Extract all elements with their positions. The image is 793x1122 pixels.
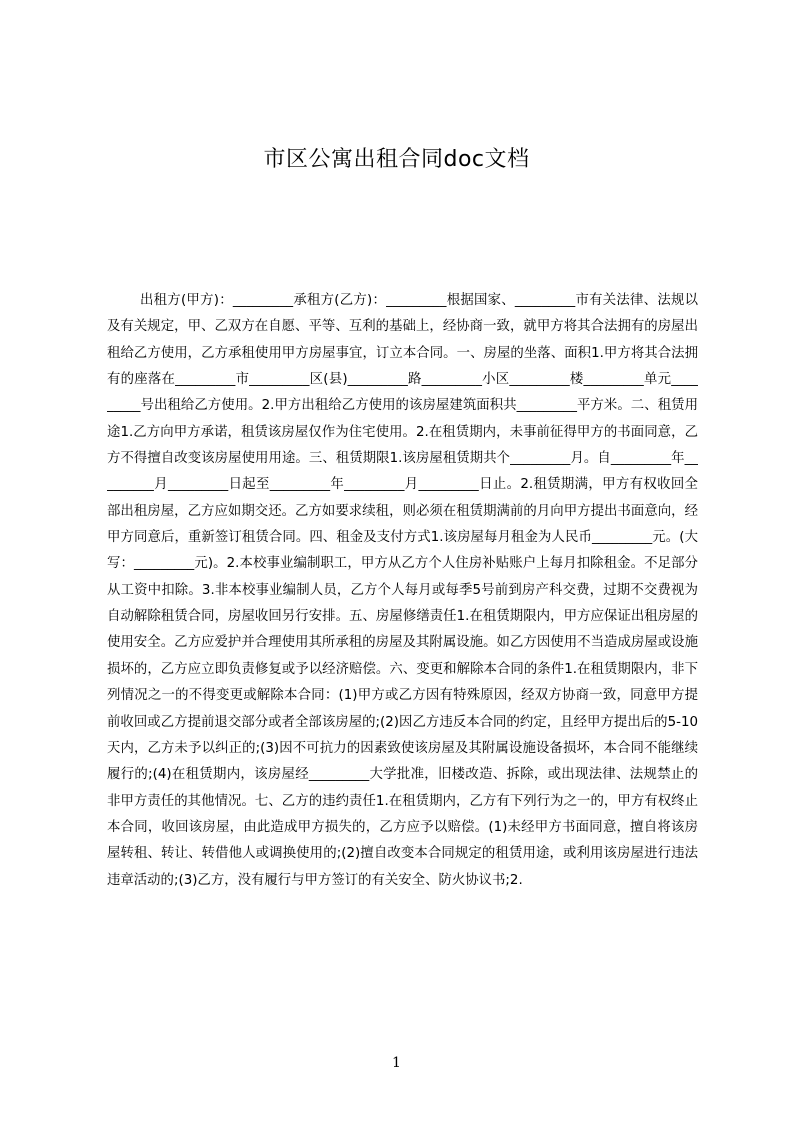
page-number: 1 xyxy=(392,1055,401,1071)
contract-body-text: 出租方(甲方)：_________承租方(乙方)：_________根据国家、_________市有关法律、法规以及有关规定，甲、乙双方在自愿、平等、互利的基础上，经协商一致，就甲方将其合法拥有的房屋出租给乙方使用，乙方承租使用甲方房屋事宜，订立本合同。一、房屋的坐落、面积1.甲方将其合法拥有的座落在_________市_________区(县)_________路_________小区_________楼_________单元_________号出租给乙方使用。2.甲方出租给乙方使用的该房屋建筑面积共_________平方米。二、租赁用途1.乙方向甲方承诺，租赁该房屋仅作为住宅使用。2.在租赁期内，未事前征得甲方的书面同意，乙方不得擅自改变该房屋使用用途。三、租赁期限1.该房屋租赁期共个_________月。自_________年_________月_________日起至_________年_________月_________日止。2.租赁期满，甲方有权收回全部出租房屋，乙方应如期交还。乙方如要求续租，则必须在租赁期满前的月向甲方提出书面意向，经甲方同意后，重新签订租赁合同。四、租金及支付方式1.该房屋每月租金为人民币_________元。(大写：_________元)。2.本校事业编制职工，甲方从乙方个人住房补贴账户上每月扣除租金。不足部分从工资中扣除。3.非本校事业编制人员，乙方个人每月或每季5号前到房产科交费，过期不交费视为自动解除租赁合同，房屋收回另行安排。五、房屋修缮责任1.在租赁期限内，甲方应保证出租房屋的使用安全。乙方应爱护并合理使用其所承租的房屋及其附属设施。如乙方因使用不当造成房屋或设施损坏的，乙方应立即负责修复或予以经济赔偿。六、变更和解除本合同的条件1.在租赁期限内，非下列情况之一的不得变更或解除本合同：(1)甲方或乙方因有特殊原因，经双方协商一致，同意甲方提前收回或乙方提前退交部分或者全部该房屋的;(2)因乙方违反本合同的约定，且经甲方提出后的5-10天内，乙方未予以纠正的;(3)因不可抗力的因素致使该房屋及其附属设施设备损坏，本合同不能继续履行的;(4)在租赁期内，该房屋经_________大学批准，旧楼改造、拆除，或出现法律、法规禁止的非甲方责任的其他情况。七、乙方的违约责任1.在租赁期内，乙方有下列行为之一的，甲方有权终止本合同，收回该房屋，由此造成甲方损失的，乙方应予以赔偿。(1)未经甲方书面同意，擅自将该房屋转租、转让、转借他人或调换使用的;(2)擅自改变本合同规定的租赁用途，或利用该房屋进行违法违章活动的;(3)乙方，没有履行与甲方签订的有关安全、防火协议书;2. xyxy=(107,293,698,888)
document-title: 市区公寓出租合同doc文档 xyxy=(263,147,530,172)
